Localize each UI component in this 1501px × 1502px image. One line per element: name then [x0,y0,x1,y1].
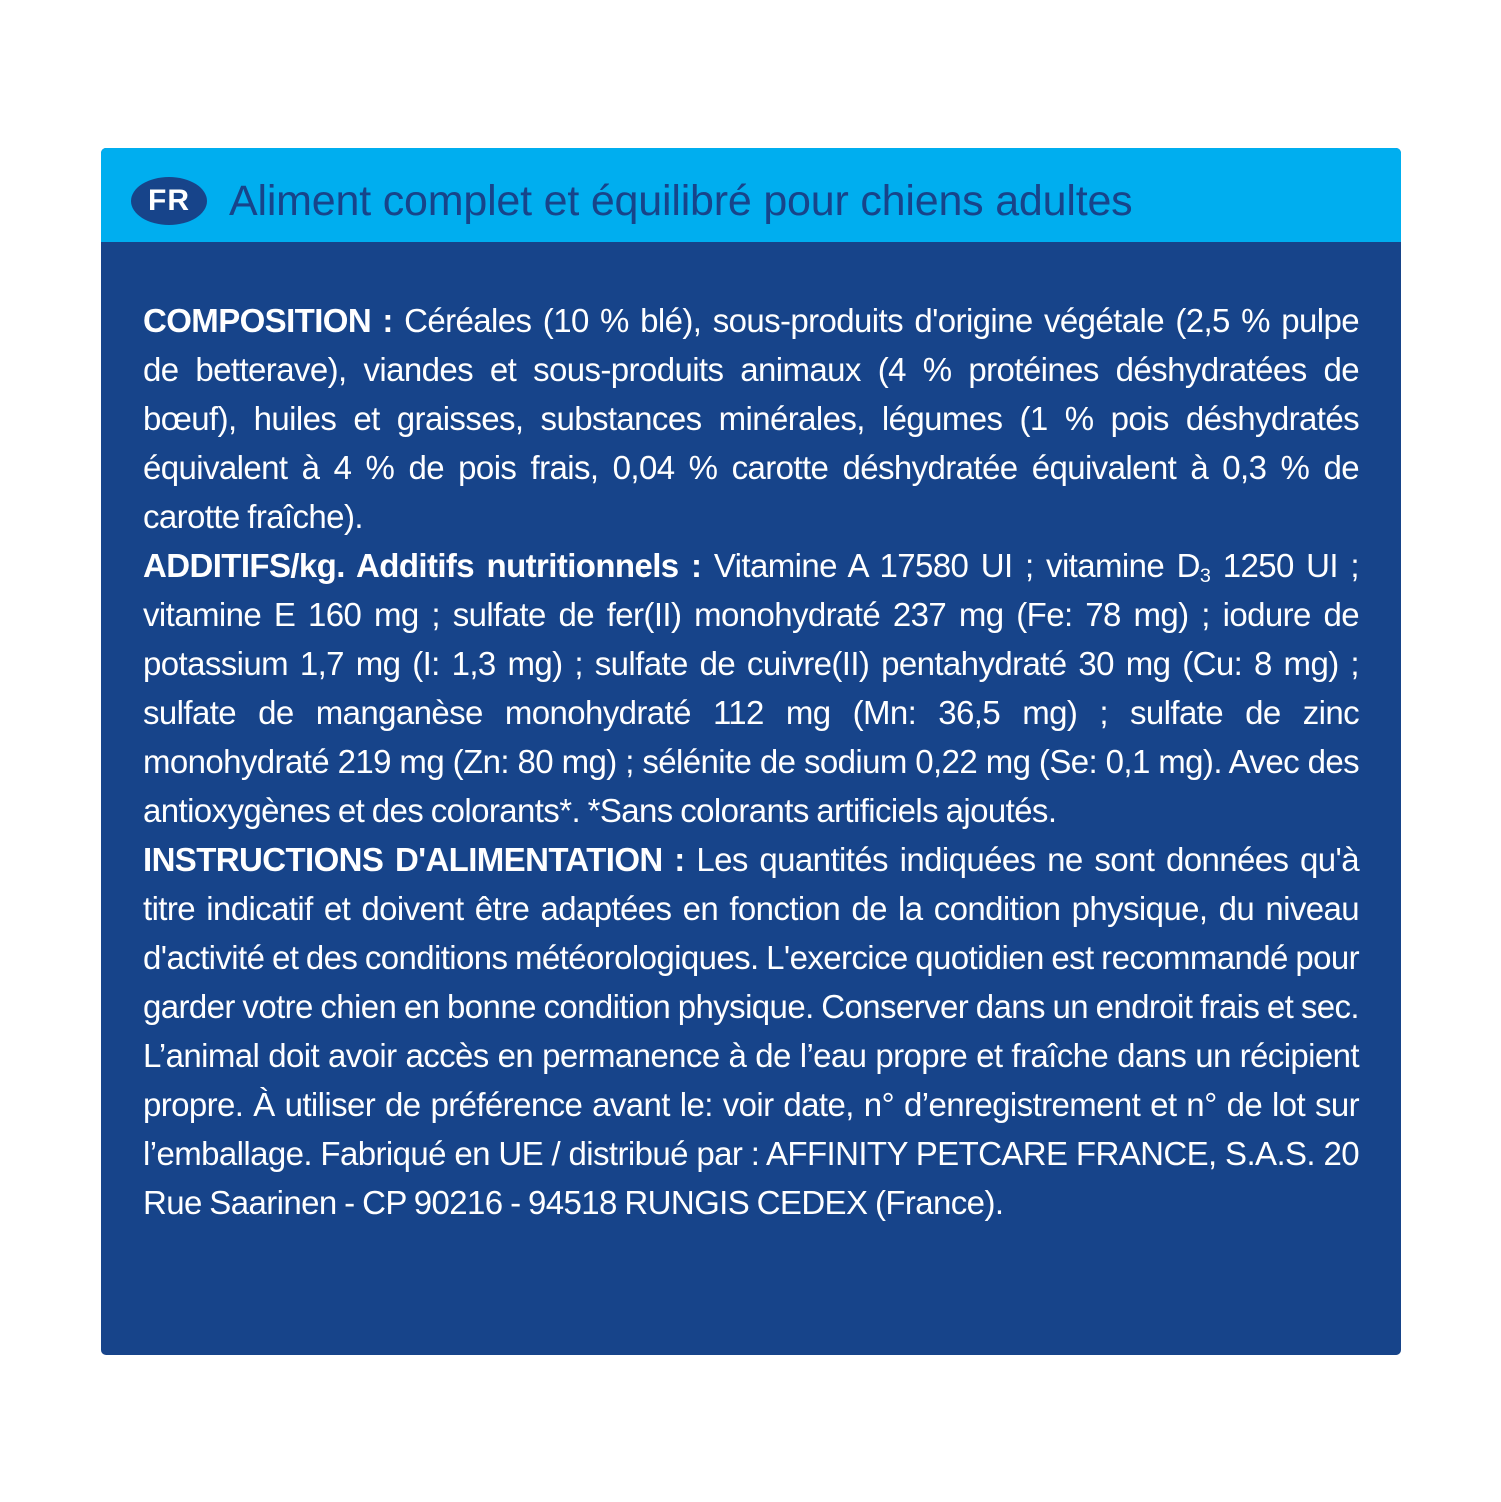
header-band [101,148,1401,242]
additifs-paragraph [143,541,1359,835]
label-body [143,296,1359,1227]
vitamin-d-subscript: 3 [1199,564,1211,587]
composition-label: COMPOSITION : [143,302,393,339]
composition-paragraph [143,296,1359,541]
additifs-text-start: Vitamine A 17580 UI ; vitamine D [701,547,1200,584]
additifs-label: ADDITIFS/kg. Additifs nutritionnels : [143,547,702,584]
instructions-paragraph [143,835,1359,1227]
instructions-text: Les quantités indiquées ne sont données qu'à titre indicatif et doivent être adaptées en fonction de la condition physique, du niveau d'activité et des conditions météorologiques. L'exercice quotidien est recommandé pour garder votre chien en bonne condition physique. Conserver dans un endroit frais et sec. L’animal doit avoir accès en permanence à de l’eau propre et fraîche dans un récipient propre. À utiliser de préférence avant le: voir date, n° d’enregistrement et n° de lot sur l’emballage. Fabriqué en UE / distribué par : AFFINITY PETCARE FRANCE, S.A.S. 20 Rue Saarinen - CP 90216 - 94518 RUNGIS CEDEX (France). [143,841,1359,1221]
header-title: Aliment complet et équilibré pour chiens adultes [229,177,1133,225]
composition-text: Céréales (10 % blé), sous-produits d'origine végétale (2,5 % pulpe de betterave), viandes et sous-produits animaux (4 % protéines déshydratées de bœuf), huiles et graisses, substances minérales, légumes (1 % pois déshydratés équivalent à 4 % de pois frais, 0,04 % carotte déshydratée équivalent à 0,3 % de carotte fraîche). [143,302,1359,535]
additifs-text-end: 1250 UI ; vitamine E 160 mg ; sulfate de fer(II) monohydraté 237 mg (Fe: 78 mg) ; iodure de potassium 1,7 mg (I: 1,3 mg) ; sulfate de cuivre(II) pentahydraté 30 mg (Cu: 8 mg) ; sulfate de manganèse monohydraté 112 mg (Mn: 36,5 mg) ; sulfate de zinc monohydraté 219 mg (Zn: 80 mg) ; sélénite de sodium 0,22 mg (Se: 0,1 mg). Avec des antioxygènes et des colorants*. *Sans colorants artificiels ajoutés. [143,547,1359,829]
instructions-label: INSTRUCTIONS D'ALIMENTATION : [143,841,685,878]
label-panel [101,148,1401,1355]
language-badge: FR [131,177,207,225]
